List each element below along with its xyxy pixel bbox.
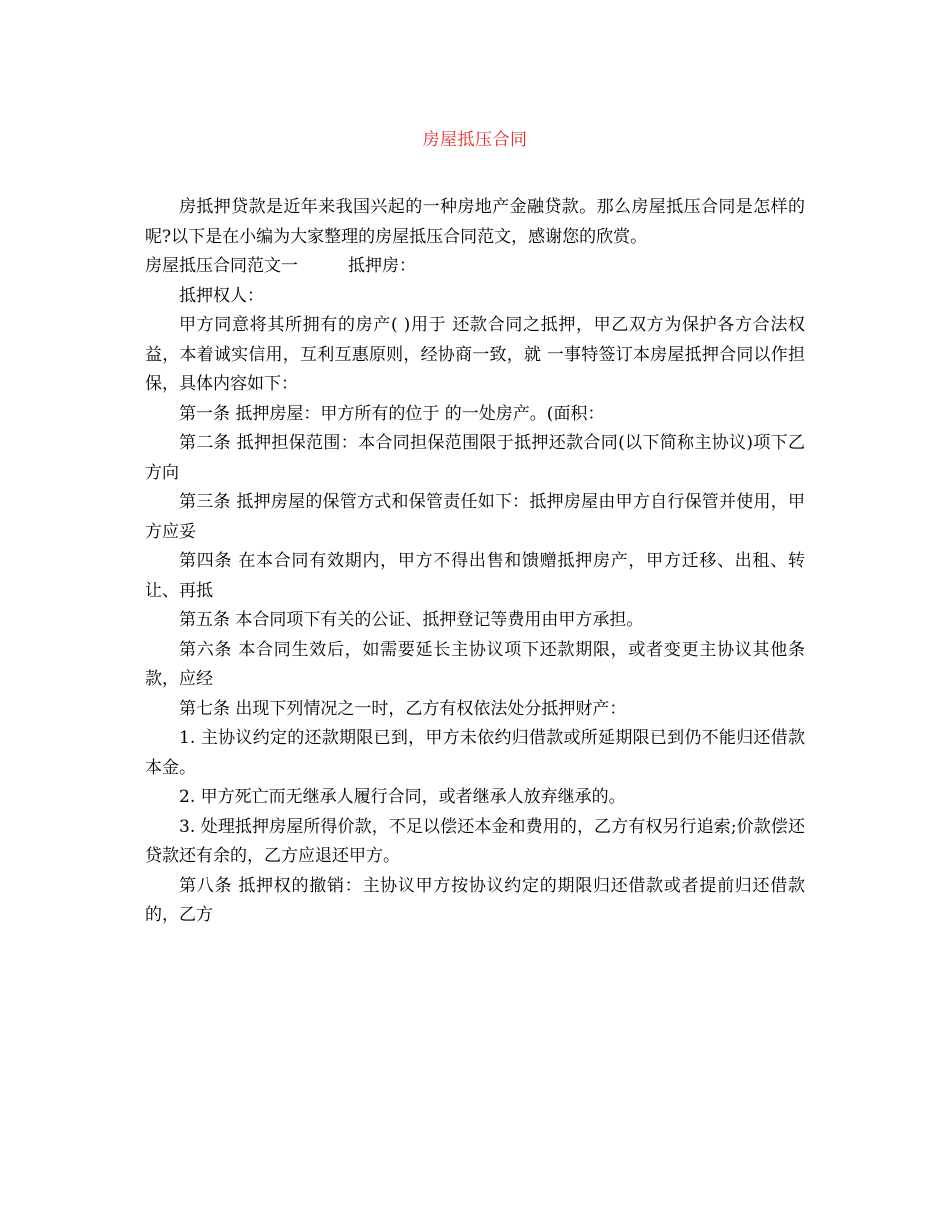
paragraph-item-2: 2. 甲方死亡而无继承人履行合同，或者继承人放弃继承的。: [179, 787, 626, 807]
paragraph-item-1: 1. 主协议约定的还款期限已到，甲方未依约归借款或所延期限已到仍不能归还借款本金。: [145, 728, 805, 778]
paragraph-article-3: 第三条 抵押房屋的保管方式和保管责任如下：抵押房屋由甲方自行保管并使用，甲方应妥: [145, 492, 805, 542]
paragraph-article-8: 第八条 抵押权的撤销：主协议甲方按协议约定的期限归还借款或者提前归还借款的，乙方: [145, 875, 805, 925]
paragraph-article-5: 第五条 本合同项下有关的公证、抵押登记等费用由甲方承担。: [179, 610, 644, 630]
paragraph-item-3: 3. 处理抵押房屋所得价款，不足以偿还本金和费用的，乙方有权另行追索;价款偿还贷款还有余的，乙方应退还甲方。: [145, 816, 805, 866]
paragraph-article-7: 第七条 出现下列情况之一时，乙方有权依法处分抵押财产：: [179, 698, 627, 719]
paragraph-article-1: 第一条 抵押房屋：甲方所有的位于 的一处房产。(面积：: [179, 403, 605, 424]
mortgagor-label: 抵押房：: [348, 256, 416, 276]
paragraph-mortgagee: 抵押权人：: [179, 285, 264, 306]
document-title: 房屋抵压合同: [422, 130, 528, 150]
sample-heading: 房屋抵压合同范文一: [145, 256, 298, 276]
paragraph-sample-heading-line: [145, 252, 805, 282]
paragraph-article-6: 第六条 本合同生效后，如需要延长主协议项下还款期限，或者变更主协议其他条款，应经: [145, 639, 805, 689]
paragraph-article-2: 第二条 抵押担保范围：本合同担保范围限于抵押还款合同(以下简称主协议)项下乙方向: [145, 433, 805, 483]
document-body: [145, 193, 805, 931]
paragraph-preamble: 甲方同意将其所拥有的房产( )用于 还款合同之抵押，甲乙双方为保护各方合法权益，本着诚实信用，互利互惠原则，经协商一致，就 一事特签订本房屋抵押合同以作担保，具体内容如下：: [145, 315, 805, 394]
paragraph-intro: 房抵押贷款是近年来我国兴起的一种房地产金融贷款。那么房屋抵压合同是怎样的呢?以下是在小编为大家整理的房屋抵压合同范文，感谢您的欣赏。: [145, 197, 805, 247]
paragraph-article-4: 第四条 在本合同有效期内，甲方不得出售和馈赠抵押房产，甲方迁移、出租、转让、再抵: [145, 551, 805, 601]
